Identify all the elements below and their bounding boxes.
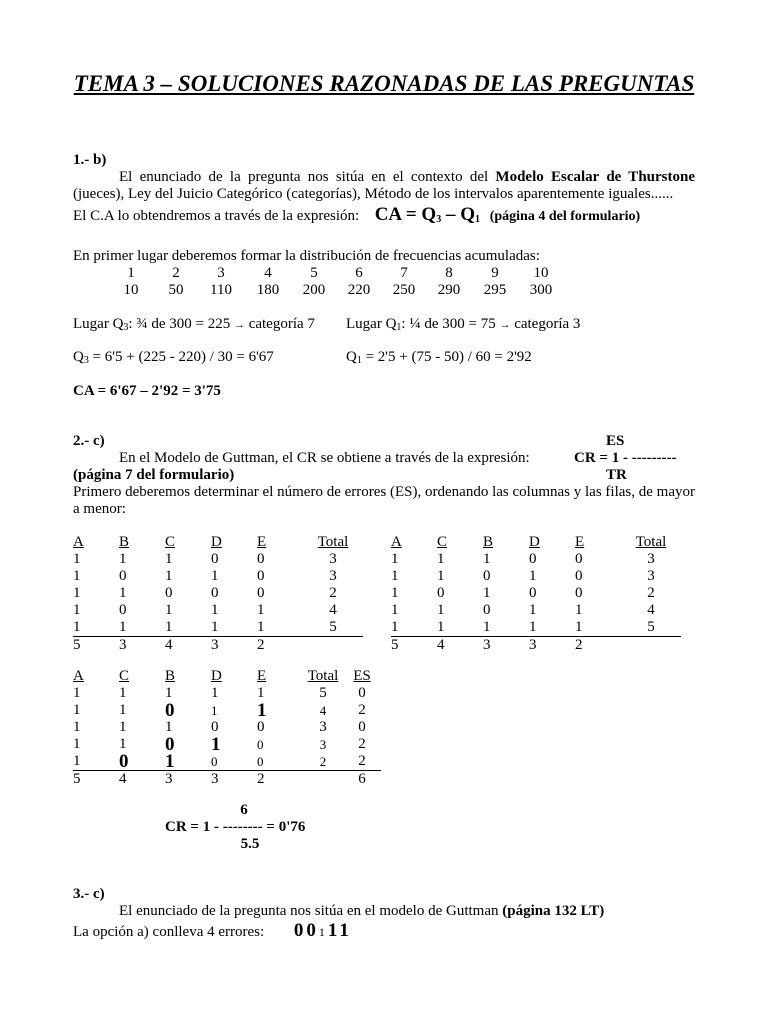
table-cell: 0: [165, 585, 173, 601]
dist-frequencies-row: [73, 282, 695, 299]
frequency-cell: 220: [347, 282, 371, 298]
table-header-row: [73, 668, 381, 685]
arrow-icon: →: [233, 319, 245, 331]
table-row: [391, 585, 681, 602]
table-cell: 0: [211, 585, 219, 601]
column-header: D: [211, 668, 222, 684]
category-cell: 3: [217, 265, 225, 281]
table-cell: 2: [358, 702, 366, 718]
table-row: [391, 551, 681, 568]
table-cell: 0: [257, 551, 265, 567]
category-cell: 5: [310, 265, 318, 281]
category-cell: 8: [445, 265, 453, 281]
table-row: [391, 602, 681, 619]
frequency-cell: 295: [483, 282, 507, 298]
category-cell: 10: [533, 265, 549, 281]
q3-option-line: [73, 922, 352, 941]
total-cell: 2: [575, 637, 583, 653]
cr-formula: CR = 1 - ---------: [574, 450, 677, 466]
q2-label: 2.- c): [73, 433, 105, 449]
table-cell: 0: [483, 602, 491, 618]
table-cell: 1: [73, 685, 81, 701]
table-cell: 1: [211, 734, 221, 755]
totals-row: [73, 637, 363, 655]
cr-numerator: 6: [240, 802, 248, 818]
pattern-digit: 1: [318, 925, 328, 939]
table-cell: 0: [575, 585, 583, 601]
totals-row: [73, 771, 381, 789]
pattern-digit: 1: [339, 920, 352, 941]
table-cell: 1: [437, 551, 445, 567]
table-row: [73, 719, 381, 736]
table-cell: 0: [257, 585, 265, 601]
guttman-table-reordered-columns: [391, 534, 681, 654]
table-cell: 0: [257, 753, 303, 771]
table-cell: 1: [165, 719, 173, 735]
table-row: [73, 702, 381, 719]
table-cell: 2: [303, 753, 343, 771]
table-cell: 3: [329, 551, 337, 567]
category-cell: 2: [172, 265, 180, 281]
cr-denominator: 5.5: [240, 836, 260, 852]
table-cell: 0: [575, 568, 583, 584]
column-header: A: [391, 534, 402, 550]
q3-paragraph: El enunciado de la pregunta nos sitúa en el modelo de Guttman (página 132 LT): [119, 903, 605, 919]
table-cell: 1: [437, 602, 445, 618]
column-header: E: [575, 534, 585, 550]
pattern-digit: 0: [306, 920, 319, 941]
table-cell: 0: [529, 551, 537, 567]
table-cell: 0: [358, 685, 366, 701]
ca-expression-line: [73, 206, 640, 225]
table-cell: 1: [73, 568, 81, 584]
table-cell: 0: [575, 551, 583, 567]
q2-paragraph: Primero deberemos determinar el número de errores (ES), ordenando las columnas y las filas, de mayor a menor:: [73, 484, 695, 517]
frequency-cell: 290: [437, 282, 461, 298]
table-header-row: [391, 534, 681, 551]
table-cell: 0: [211, 551, 219, 567]
q1-paragraph-rest: (jueces), Ley del Juicio Categórico (categorías), Método de los intervalos aparentemente iguales......: [73, 186, 674, 202]
table-cell: 1: [575, 619, 621, 637]
table-cell: 5: [621, 619, 681, 637]
table-cell: 1: [73, 585, 81, 601]
table-cell: 1: [211, 568, 219, 584]
table-cell: 0: [119, 753, 165, 771]
frequency-cell: 50: [168, 282, 184, 298]
column-header: B: [483, 534, 494, 550]
table-cell: 1: [211, 619, 257, 637]
column-header: B: [165, 668, 176, 684]
table-cell: 3: [319, 719, 327, 735]
guttman-table-errors: [73, 668, 381, 788]
table-cell: 0: [257, 737, 264, 752]
table-cell: 3: [319, 737, 327, 752]
table-cell: 5: [319, 685, 327, 701]
table-cell: 1: [73, 551, 81, 567]
total-cell: 6: [358, 771, 366, 787]
table-cell: 3: [647, 568, 655, 584]
total-cell: 3: [165, 771, 173, 787]
column-header: A: [73, 534, 84, 550]
table-cell: 1: [391, 568, 399, 584]
cr-text: En el Modelo de Guttman, el CR se obtiene a través de la expresión:: [119, 450, 530, 466]
table-cell: 1: [257, 685, 265, 701]
total-cell: 2: [257, 771, 265, 787]
table-cell: 1: [483, 619, 529, 637]
table-row: [73, 585, 363, 602]
dist-intro: En primer lugar deberemos formar la distribución de frecuencias acumuladas:: [73, 248, 540, 264]
total-cell: 3: [483, 637, 491, 653]
total-cell: 3: [211, 771, 219, 787]
table-cell: 1: [211, 685, 219, 701]
table-cell: 0: [358, 719, 366, 735]
table-cell: 1: [257, 700, 267, 721]
pattern-digit: 0: [293, 920, 307, 941]
table-row: [391, 619, 681, 637]
table-cell: 1: [119, 719, 127, 735]
lugar-q1: Lugar $Q_1$: ¼ de 300 = 75 → categoría 3: [346, 316, 581, 333]
q1-calculation: $Q_1 = 2'5 + (75 - 50) / 60 = 2'92$: [346, 349, 532, 366]
frequency-cell: 300: [529, 282, 553, 298]
frequency-cell: 110: [210, 282, 232, 298]
table-cell: 1: [165, 619, 211, 637]
category-cell: 7: [400, 265, 408, 281]
table-cell: 1: [437, 568, 445, 584]
q1-paragraph: [73, 169, 695, 203]
pattern-digit: 1: [327, 920, 340, 941]
frequency-cell: 180: [256, 282, 280, 298]
q3-label: 3.- c): [73, 886, 105, 902]
table-row: [391, 568, 681, 585]
guttman-table-original: [73, 534, 363, 654]
table-cell: 1: [73, 619, 119, 637]
table-cell: 1: [529, 619, 575, 637]
table-cell: 0: [211, 719, 219, 735]
total-cell: 3: [529, 637, 537, 653]
category-cell: 9: [491, 265, 499, 281]
table-cell: 1: [73, 736, 81, 752]
frequency-cell: 250: [392, 282, 416, 298]
table-row: [73, 602, 363, 619]
table-cell: 1: [165, 685, 173, 701]
thurstone-model: Modelo Escalar de Thurstone: [495, 169, 695, 185]
table-cell: 1: [257, 602, 265, 618]
table-row: [73, 619, 363, 637]
total-cell: 4: [165, 637, 173, 653]
table-cell: 1: [165, 602, 173, 618]
table-cell: 0: [119, 568, 127, 584]
table-cell: 1: [575, 602, 583, 618]
table-cell: 1: [211, 703, 218, 718]
column-header: E: [257, 668, 267, 684]
table-cell: 1: [529, 568, 537, 584]
ca-intro: El C.A lo obtendremos a través de la expresión:: [73, 208, 360, 224]
table-cell: 0: [257, 568, 265, 584]
dist-categories-row: [73, 265, 695, 282]
column-header: Total: [317, 534, 349, 550]
table-cell: 1: [119, 685, 127, 701]
table-cell: 1: [211, 602, 219, 618]
table-cell: 3: [329, 568, 337, 584]
q3-option-text: La opción a) conlleva 4 errores:: [73, 924, 265, 940]
total-cell: 4: [119, 771, 127, 787]
table-cell: 1: [483, 551, 491, 567]
table-row: [73, 753, 381, 771]
table-cell: 1: [73, 602, 81, 618]
table-cell: 0: [211, 753, 257, 771]
table-cell: 1: [257, 619, 303, 637]
q1-paragraph-text: El enunciado de la pregunta nos sitúa en el contexto del: [119, 169, 496, 185]
cr-result: CR = 1 - -------- = 0'76: [165, 819, 306, 835]
cr-es-numerator: ES: [606, 433, 625, 449]
table-cell: 1: [165, 551, 173, 567]
total-cell: [303, 771, 343, 789]
column-header: A: [73, 668, 84, 684]
q3-calculation: $Q_3 = 6'5 + (225 - 220) / 30 = 6'67$: [73, 349, 274, 366]
table-row: [73, 568, 363, 585]
table-cell: 1: [391, 619, 437, 637]
column-header: B: [119, 534, 130, 550]
column-header: E: [257, 534, 267, 550]
column-header: Total: [307, 668, 339, 684]
column-header: C: [165, 534, 176, 550]
table-cell: 2: [358, 736, 366, 752]
table-row: [73, 551, 363, 568]
column-header: Total: [635, 534, 667, 550]
table-cell: 4: [329, 602, 337, 618]
table-cell: 0: [165, 700, 175, 721]
table-cell: 1: [119, 551, 127, 567]
table-cell: 0: [165, 734, 175, 755]
table-cell: 1: [73, 753, 119, 771]
table-cell: 1: [119, 619, 165, 637]
q1-label: 1.- b): [73, 152, 107, 168]
column-header: ES: [353, 668, 371, 684]
table-cell: 1: [119, 585, 127, 601]
table-cell: 2: [343, 753, 381, 771]
table-cell: 1: [119, 736, 127, 752]
category-cell: 4: [264, 265, 272, 281]
table-cell: 2: [329, 585, 337, 601]
ca-result: CA = 6'67 – 2'92 = 3'75: [73, 383, 221, 399]
table-cell: 2: [647, 585, 655, 601]
column-header: D: [211, 534, 222, 550]
frequency-cell: 200: [302, 282, 326, 298]
totals-row: [391, 637, 681, 655]
table-cell: 0: [529, 585, 537, 601]
table-cell: 0: [119, 602, 127, 618]
table-cell: 1: [73, 719, 81, 735]
table-cell: 0: [257, 719, 265, 735]
table-cell: 1: [391, 585, 399, 601]
total-cell: 3: [211, 637, 219, 653]
ca-reference: (página 4 del formulario): [489, 209, 641, 224]
table-cell: 1: [483, 585, 491, 601]
table-cell: 1: [391, 602, 399, 618]
column-header: C: [437, 534, 448, 550]
column-header: C: [119, 668, 130, 684]
table-cell: 5: [303, 619, 363, 637]
table-cell: 0: [437, 585, 445, 601]
error-pattern: [293, 920, 352, 941]
total-cell: 2: [257, 637, 265, 653]
total-cell: 5: [391, 637, 399, 653]
column-header: D: [529, 534, 540, 550]
table-cell: 4: [319, 703, 327, 718]
cr-tr-denominator: TR: [606, 467, 627, 483]
table-cell: 1: [437, 619, 483, 637]
table-cell: 1: [391, 551, 399, 567]
table-cell: 4: [647, 602, 655, 618]
table-row: [73, 685, 381, 702]
page-title: TEMA 3 – SOLUCIONES RAZONADAS DE LAS PREGUNTAS: [73, 71, 695, 96]
table-cell: 1: [165, 568, 173, 584]
table-header-row: [73, 534, 363, 551]
total-cell: 4: [437, 637, 445, 653]
table-cell: 1: [73, 702, 81, 718]
total-cell: 5: [73, 637, 81, 653]
category-cell: 6: [355, 265, 363, 281]
frequency-cell: 10: [123, 282, 139, 298]
total-cell: 5: [73, 771, 81, 787]
lugar-q3: Lugar $Q_3$: ¾ de 300 = 225 → categoría 7: [73, 316, 315, 333]
ca-formula: CA = $Q_3 - Q_1$: [374, 204, 480, 225]
table-cell: 0: [483, 568, 491, 584]
arrow-icon: →: [499, 319, 511, 331]
total-cell: 3: [119, 637, 127, 653]
table-cell: 1: [529, 602, 537, 618]
table-cell: 1: [119, 702, 127, 718]
table-cell: 1: [165, 753, 211, 771]
table-cell: 3: [647, 551, 655, 567]
q2-reference: (página 7 del formulario): [73, 467, 235, 483]
category-cell: 1: [127, 265, 135, 281]
